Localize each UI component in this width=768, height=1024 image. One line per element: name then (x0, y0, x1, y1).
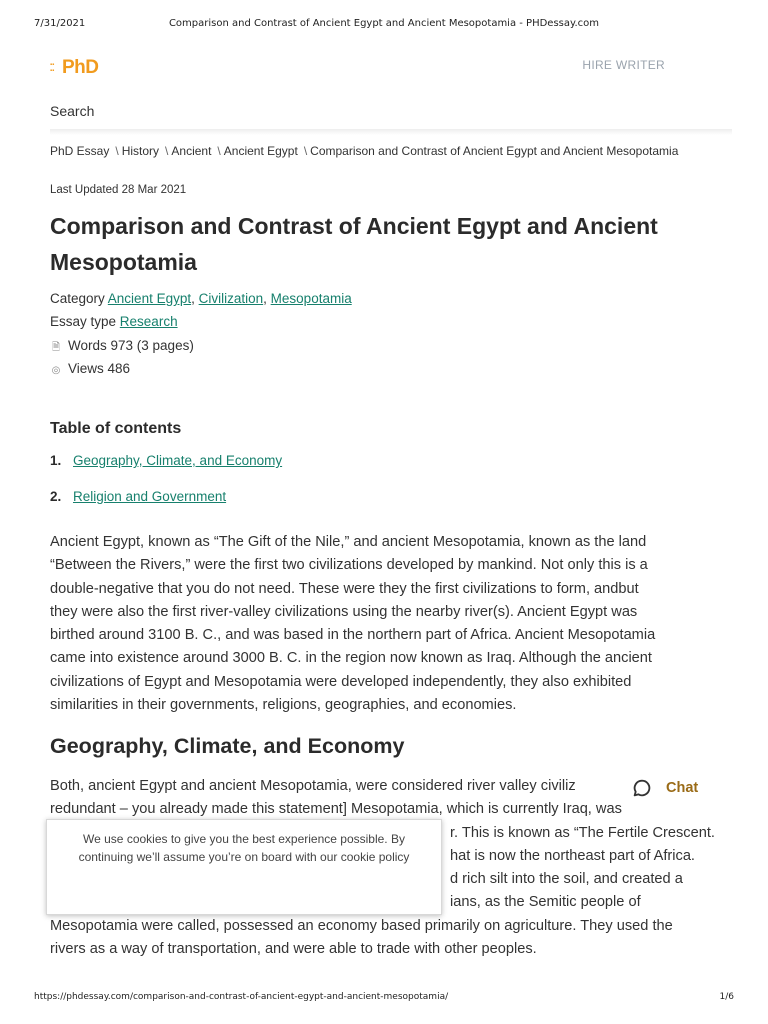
toc-number: 1. (50, 453, 62, 468)
toc-item (50, 453, 282, 468)
category-row: Category Ancient Egypt, Civilization, Mesopotamia (50, 291, 352, 306)
text-line: came into existence around 3000 B. C. in the region now known as Iraq. Although the ancient (50, 650, 652, 667)
cookie-banner[interactable] (46, 819, 442, 915)
header-divider (50, 129, 732, 135)
category-link-mesopotamia[interactable]: Mesopotamia (270, 291, 352, 306)
text-line: similarities in their governments, religions, geographies, and economies. (50, 697, 517, 714)
text-line: Ancient Egypt, known as “The Gift of the Nile,” and ancient Mesopotamia, known as the land (50, 534, 647, 550)
hire-writer-button[interactable]: HIRE WRITER (582, 58, 665, 72)
essay-type-row (50, 314, 178, 329)
toc-link-religion[interactable]: Religion and Government (73, 489, 227, 504)
toc-item (50, 489, 226, 504)
breadcrumb-item[interactable]: Ancient Egypt (223, 144, 298, 158)
text-line: hat is now the northeast part of Africa. (450, 847, 695, 864)
breadcrumb-item[interactable]: Ancient (171, 144, 212, 158)
category-link-civilization[interactable]: Civilization (198, 291, 264, 306)
print-date: 7/31/2021 (34, 18, 86, 29)
essay-type-link[interactable]: Research (119, 314, 178, 329)
breadcrumb-current: Comparison and Contrast of Ancient Egypt and Ancient Mesopotamia (310, 144, 679, 158)
logo-mark-icon: ▪▪ ▪▪ (50, 62, 55, 74)
document-icon: 🗎 (51, 342, 61, 353)
chat-bubble-icon (631, 777, 653, 799)
text-line: double-negative that you do not need. These were they the first civilizations to form, andbut (50, 580, 639, 597)
words-row (50, 338, 194, 357)
text-line: ians, as the Semitic people of (450, 894, 641, 911)
toc-number: 2. (50, 489, 62, 504)
print-page-title: Comparison and Contrast of Ancient Egypt and Ancient Mesopotamia - PHDessay.com (168, 18, 600, 29)
text-line: r. This is known as “The Fertile Crescent. (450, 824, 715, 841)
chat-label: Chat (666, 780, 699, 796)
text-line: “Between the Rivers,” were the first two civilizations developed by mankind. Not only this is a (50, 557, 648, 574)
text-line: redundant – you already made this statement] Mesopotamia, which is currently Iraq, was (50, 801, 622, 818)
eye-icon: ◎ (51, 365, 61, 376)
toc-link-geography[interactable]: Geography, Climate, and Economy (73, 453, 283, 468)
text-line: they were also the first river-valley civilizations using the nearby river(s). Ancient Egypt was (50, 603, 638, 620)
logo-text: PhD (62, 57, 99, 78)
intro-paragraph (50, 531, 718, 717)
text-line: Mesopotamia were called, possessed an economy based primarily on agriculture. They used the (50, 917, 673, 934)
print-url: https://phdessay.com/comparison-and-contrast-of-ancient-egypt-and-ancient-mesopotamia/ (34, 992, 449, 1002)
toc-title: Table of contents (50, 420, 182, 437)
search-link[interactable]: Search (50, 103, 95, 119)
breadcrumb: PhD Essay \ History \ Ancient \ Ancient Egypt \ Comparison and Contrast of Ancient Egypt and Ancient Mesopotamia (50, 144, 679, 158)
word-count: Words 973 (3 pages) (68, 338, 194, 353)
site-logo[interactable] (50, 57, 99, 79)
last-updated: Last Updated 28 Mar 2021 (50, 184, 187, 196)
text-line: d rich silt into the soil, and created a (450, 871, 683, 888)
chat-button[interactable] (625, 774, 733, 802)
print-page-number: 1/6 (719, 992, 734, 1002)
essay-type-label: Essay type (50, 314, 117, 329)
category-link-ancient-egypt[interactable]: Ancient Egypt (107, 291, 192, 306)
views-row (50, 361, 130, 376)
page-title: Comparison and Contrast of Ancient Egypt and Ancient Mesopotamia (50, 213, 658, 275)
text-line: rivers as a way of transportation, and were able to trade with other peoples. (50, 941, 537, 958)
view-count: Views 486 (68, 361, 131, 376)
category-label: Category (50, 291, 105, 306)
text-line: birthed around 3100 B. C., and was based in the northern part of Africa. Ancient Mesopotamia (50, 627, 656, 644)
breadcrumb-item[interactable]: History (121, 144, 160, 158)
section-heading-geography: Geography, Climate, and Economy (50, 734, 405, 758)
text-line: civilizations of Egypt and Mesopotamia were developed independently, they also exhibited (50, 673, 632, 690)
cookie-text: We use cookies to give you the best experience possible. By continuing we’ll assume you’re on board with our cookie policy (78, 832, 410, 864)
site-header (50, 55, 732, 135)
breadcrumb-item[interactable]: PhD Essay (50, 144, 110, 158)
text-line: Both, ancient Egypt and ancient Mesopotamia, were considered river valley civiliz (50, 778, 576, 794)
